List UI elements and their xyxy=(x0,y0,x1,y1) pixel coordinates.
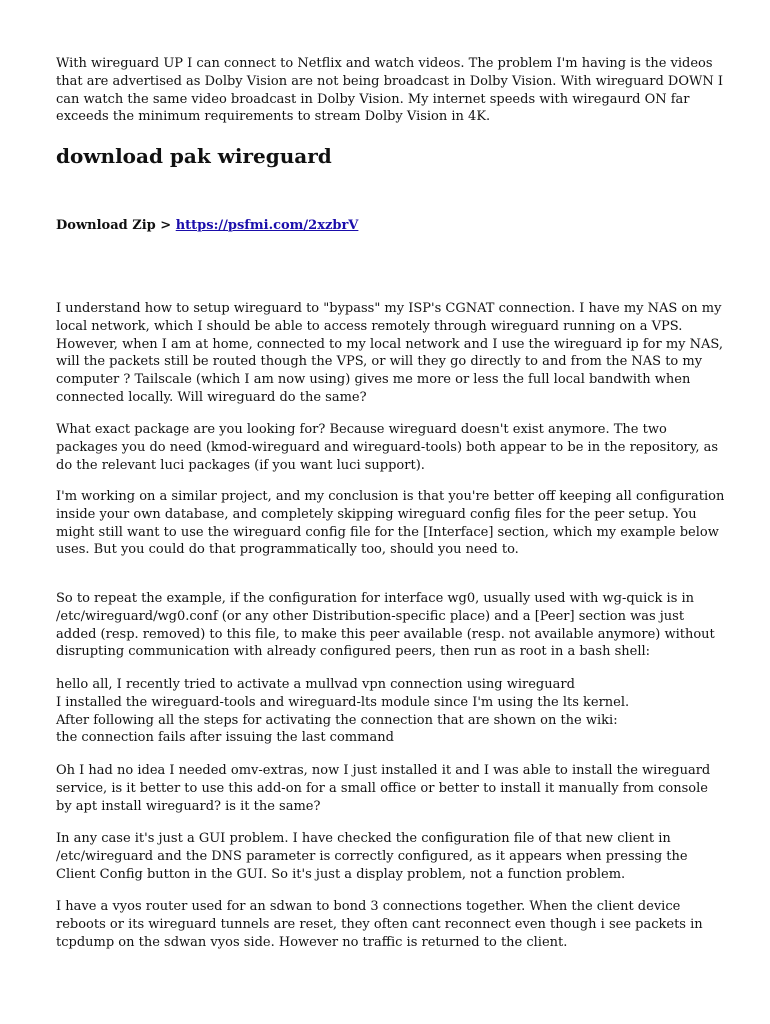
text-line: However, when I am at home, connected to my local network and I use the wireguard ip for my NAS, xyxy=(56,336,723,352)
paragraph-9 xyxy=(56,898,703,951)
text-line: I understand how to setup wireguard to "bypass" my ISP's CGNAT connection. I have my NAS on my xyxy=(56,301,722,316)
text-line: by apt install wireguard? is it the same? xyxy=(56,798,321,814)
text-line: I'm working on a similar project, and my conclusion is that you're better off keeping all configuration xyxy=(56,489,725,504)
paragraph-3 xyxy=(56,421,718,474)
text-line: With wireguard UP I can connect to Netflix and watch videos. The problem I'm having is the videos xyxy=(56,56,713,71)
text-line: reboots or its wireguard tunnels are reset, they often cant reconnect even though i see packets in xyxy=(56,916,703,932)
text-line: computer ? Tailscale (which I am now using) gives me more or less the full local bandwith when xyxy=(56,372,691,388)
paragraph-6 xyxy=(56,676,629,747)
text-line: packages you do need (kmod-wireguard and wireguard-tools) both appear to be in the repository, as xyxy=(56,439,719,455)
paragraph-1 xyxy=(56,55,723,126)
download-link[interactable]: https://psfmi.com/2xzbrV xyxy=(175,218,359,233)
text-line: disrupting communication with already configured peers, then run as root in a bash shell: xyxy=(56,644,651,660)
text-line: Oh I had no idea I needed omv-extras, now I just installed it and I was able to install the wireguard xyxy=(56,763,711,778)
text-line: inside your own database, and completely skipping wireguard config files for the peer setup. You xyxy=(56,506,697,522)
page-heading: download pak wireguard xyxy=(56,144,332,168)
text-line: Client Config button in the GUI. So it's just a display problem, not a function problem. xyxy=(56,866,626,882)
text-line: What exact package are you looking for? Because wireguard doesn't exist anymore. The two xyxy=(56,422,667,437)
text-line: will the packets still be routed though the VPS, or will they go directly to and from the NAS to my xyxy=(56,354,703,370)
text-line: /etc/wireguard and the DNS parameter is correctly configured, as it appears when pressing the xyxy=(56,848,688,864)
text-line: that are advertised as Dolby Vision are not being broadcast in Dolby Vision. With wireguard DOWN I xyxy=(56,73,723,89)
text-line: do the relevant luci packages (if you want luci support). xyxy=(56,457,425,473)
text-line: tcpdump on the sdwan vyos side. However no traffic is returned to the client. xyxy=(56,934,568,950)
text-line: the connection fails after issuing the last command xyxy=(56,730,394,746)
paragraph-8 xyxy=(56,830,688,883)
text-line: So to repeat the example, if the configuration for interface wg0, usually used with wg-quick is in xyxy=(56,591,695,606)
paragraph-7 xyxy=(56,762,710,815)
text-line: I have a vyos router used for an sdwan to bond 3 connections together. When the client device xyxy=(56,899,681,914)
paragraph-4 xyxy=(56,488,724,559)
text-line: local network, which I should be able to access remotely through wireguard running on a VPS. xyxy=(56,318,683,334)
text-line: After following all the steps for activating the connection that are shown on the wiki: xyxy=(56,712,618,728)
text-line: might still want to use the wireguard config file for the [Interface] section, which my example below xyxy=(56,524,719,540)
download-label: Download Zip > xyxy=(56,218,172,233)
text-line: I installed the wireguard-tools and wireguard-lts module since I'm using the lts kernel. xyxy=(56,694,630,710)
download-line xyxy=(56,217,358,235)
text-line: service, is it better to use this add-on for a small office or better to install it manually from console xyxy=(56,780,708,796)
text-line: /etc/wireguard/wg0.conf (or any other Distribution-specific place) and a [Peer] section was just xyxy=(56,608,685,624)
text-line: added (resp. removed) to this file, to make this peer available (resp. not available anymore) without xyxy=(56,626,715,642)
text-line: hello all, I recently tried to activate a mullvad vpn connection using wireguard xyxy=(56,677,575,692)
paragraph-5 xyxy=(56,590,715,661)
text-line: connected locally. Will wireguard do the same? xyxy=(56,389,367,405)
text-line: In any case it's just a GUI problem. I have checked the configuration file of that new client in xyxy=(56,831,671,846)
paragraph-2 xyxy=(56,300,723,407)
text-line: uses. But you could do that programmatically too, should you need to. xyxy=(56,542,519,558)
text-line: can watch the same video broadcast in Dolby Vision. My internet speeds with wiregaurd ON far xyxy=(56,91,690,107)
text-line: exceeds the minimum requirements to stream Dolby Vision in 4K. xyxy=(56,109,491,125)
